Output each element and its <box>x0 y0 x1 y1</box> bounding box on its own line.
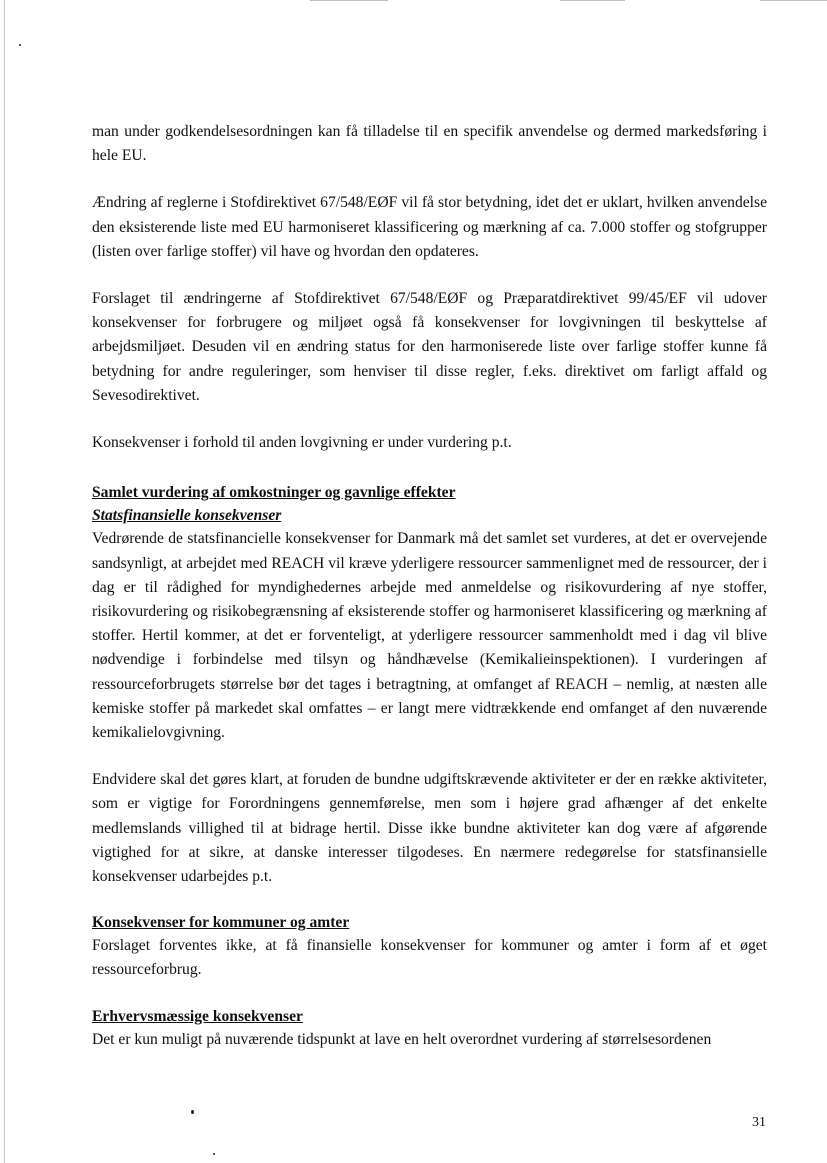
scan-speck <box>19 44 21 46</box>
paragraph-godkendelse: man under godkendelsesordningen kan få tilladelse til en specifik anvendelse og dermed markedsføring i hele EU. <box>92 123 767 165</box>
subheading-statsfinansielle: Statsfinansielle konsekvenser <box>92 507 282 525</box>
paragraph-anden-lovgivning: Konsekvenser i forhold til anden lovgivning er under vurdering p.t. <box>92 434 512 452</box>
scan-edge-left <box>4 0 5 1163</box>
paragraph-kommuner: Forslaget forventes ikke, at få finansielle konsekvenser for kommuner og amter i form af et øget ressourceforbrug. <box>92 937 767 979</box>
page-number: 31 <box>752 1115 766 1130</box>
body-text <box>92 120 767 1052</box>
scan-edge-top <box>760 0 827 1</box>
paragraph-stofdirektivet: Ændring af reglerne i Stofdirektivet 67/548/EØF vil få stor betydning, idet det er uklart, hvilken anvendelse den eksisterende liste med EU harmoniseret klassificering og mærkning af ca. 7.000 stoffer og stofgrupper (listen over farlige stoffer) vil have og hvordan den opdateres. <box>92 194 767 260</box>
scan-edge-top <box>560 0 625 1</box>
paragraph-forslaget: Forslaget til ændringerne af Stofdirektivet 67/548/EØF og Præparatdirektivet 99/45/EF vil udover konsekvenser for forbrugere og miljøet også få konsekvenser for lovgivningen til beskyttelse af arbejdsmiljøet. Desuden vil en ændring status for den harmoniserede liste over farlige stoffer kunne få betydning for andre reguleringer, som henviser til disse regler, f.eks. direktivet om farligt affald og Sevesodirektivet. <box>92 290 767 404</box>
paragraph-endvidere: Endvidere skal det gøres klart, at foruden de bundne udgiftskrævende aktiviteter er der en række aktiviteter, som er vigtige for Forordningens gennemførelse, men som i højere grad afhænger af det enkelte medlemslands villighed til at bidrage hertil. Disse ikke bundne aktiviteter kan dog være af afgørende vigtighed for at sikre, at danske interesser tilgodeses. En nærmere redegørelse for statsfinansielle konsekvenser udarbejdes p.t. <box>92 771 767 886</box>
scan-edge-top <box>310 0 388 1</box>
subheading-kommuner: Konsekvenser for kommuner og amter <box>92 914 350 932</box>
section-heading: Samlet vurdering af omkostninger og gavnlige effekter <box>92 484 456 502</box>
paragraph-erhverv: Det er kun muligt på nuværende tidspunkt at lave en helt overordnet vurdering af størrelsesordenen <box>92 1030 712 1048</box>
paragraph-statsfinansielle: Vedrørende de statsfinancielle konsekvenser for Danmark må det samlet set vurderes, at det er overvejende sandsynligt, at arbejdet med REACH vil kræve yderligere ressourcer sammenlignet med de ressourcer, der i dag er til rådighed for myndighedernes arbejde med anmeldelse og risikovurdering af nye stoffer, risikovurdering og risikobegrænsning af eksisterende stoffer og harmoniseret klassificering og mærkning af stoffer. Hertil kommer, at det er forventeligt, at yderligere ressourcer sammenholdt med i dag vil blive nødvendige i forbindelse med tilsyn og håndhævelse (Kemikalieinspektionen). I vurderingen af ressourceforbrugets størrelse bør det tages i betragtning, at omfanget af REACH – nemlig, at næsten alle kemiske stoffer på markedet skal omfattes – er langt mere vidtrækkende end omfanget af den nuværende kemikalielovgivning. <box>92 530 767 742</box>
subheading-erhverv: Erhvervsmæssige konsekvenser <box>92 1007 303 1025</box>
scan-speck <box>213 1153 215 1155</box>
scan-speck <box>191 1110 194 1114</box>
